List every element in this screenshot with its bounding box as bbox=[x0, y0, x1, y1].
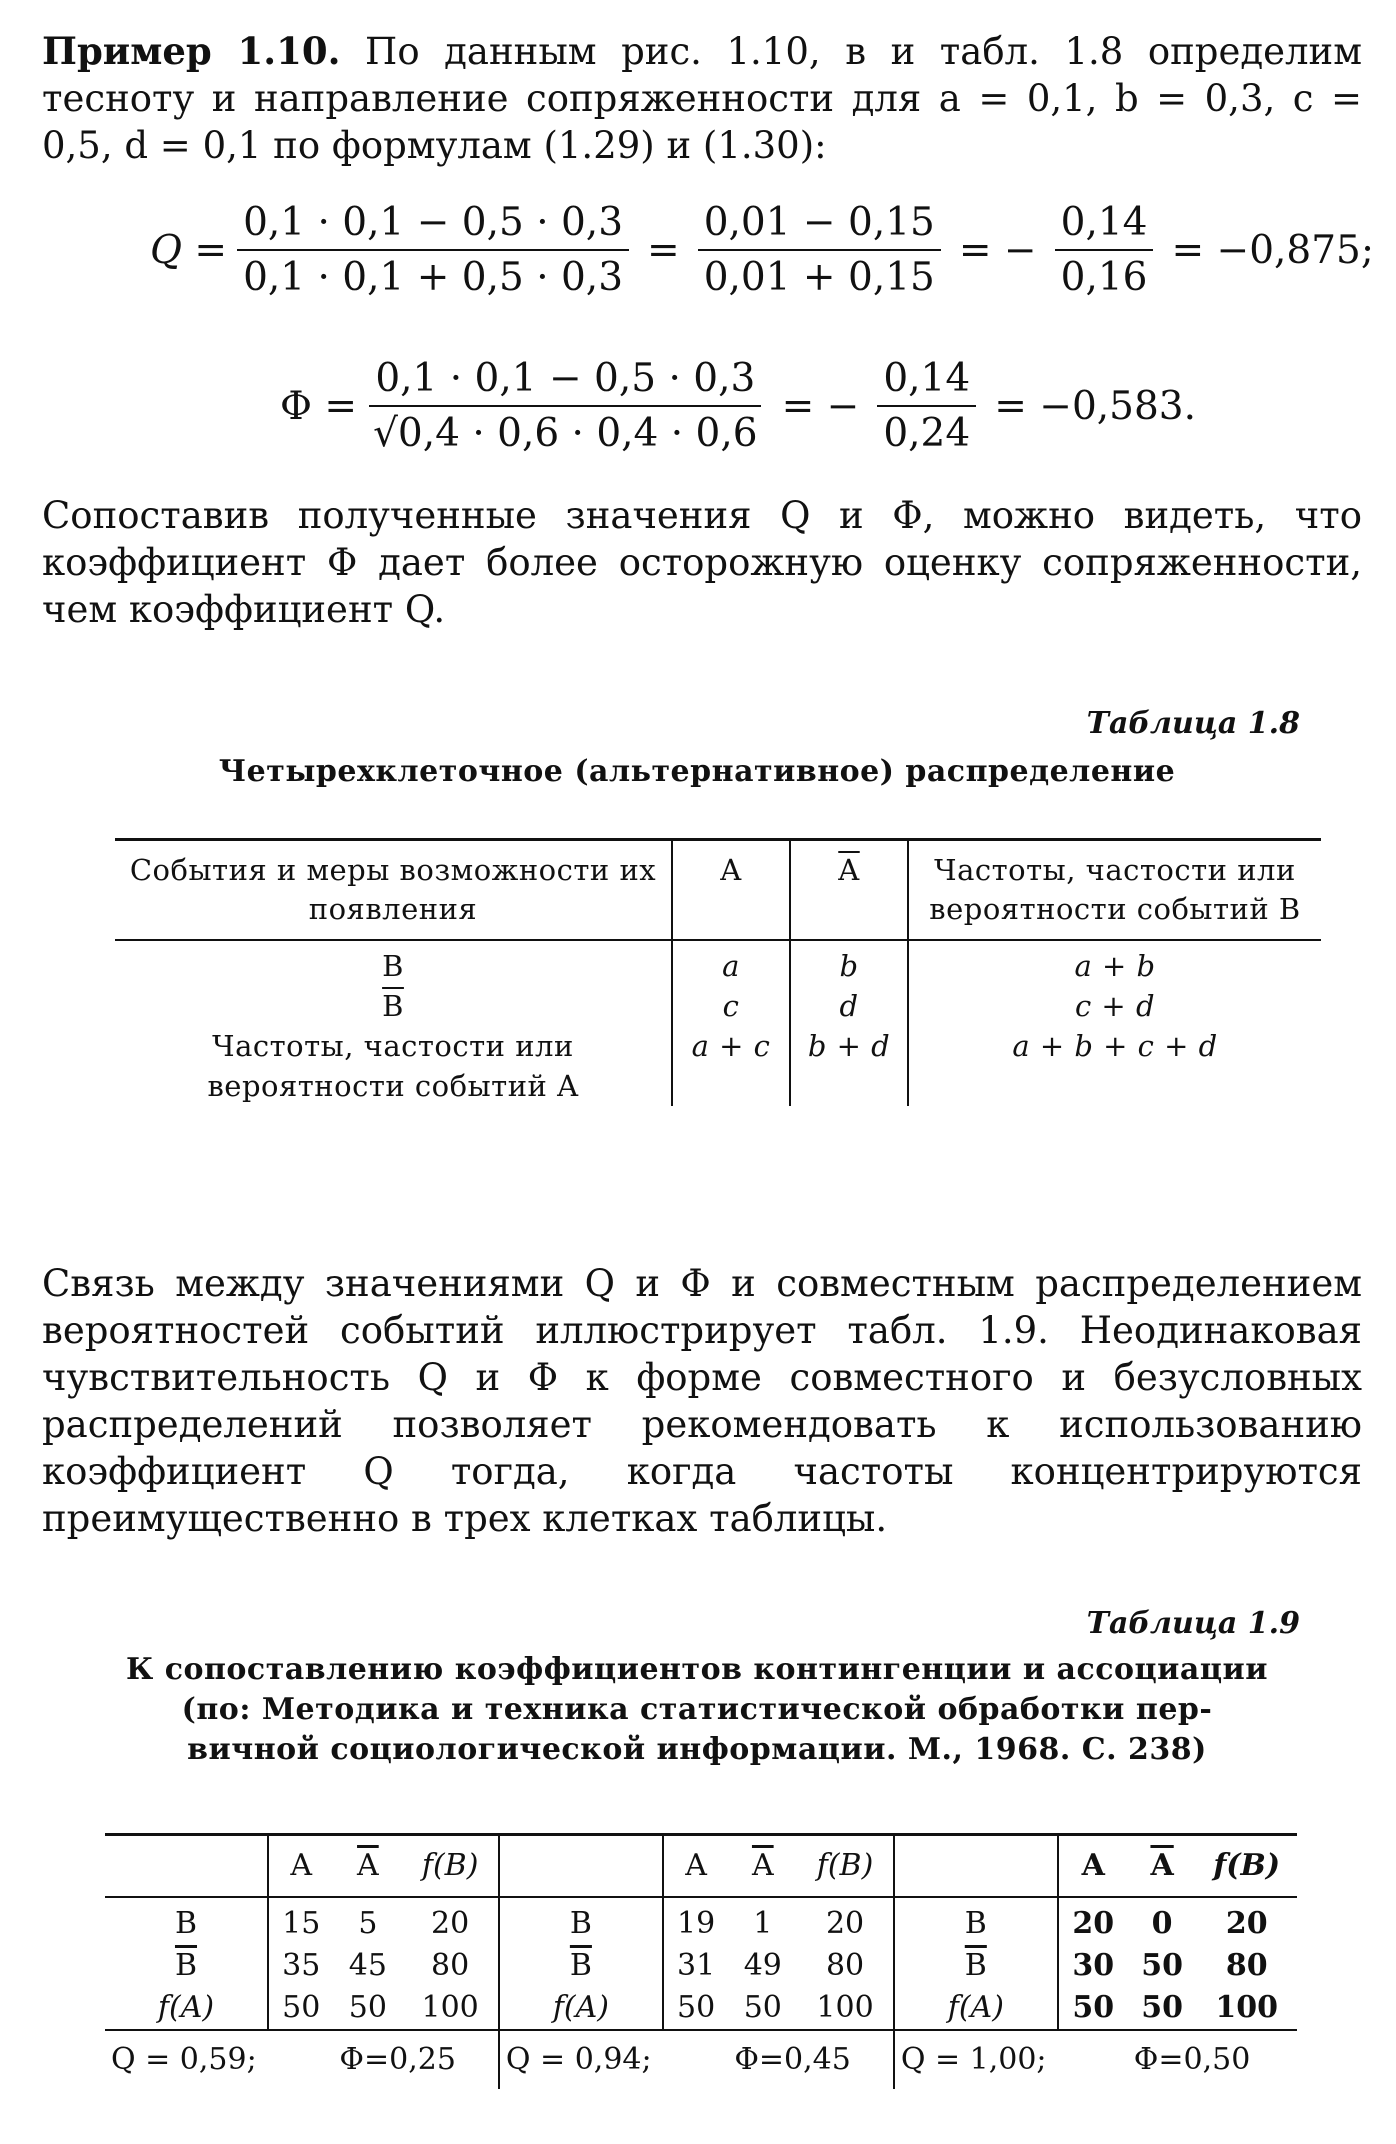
example-heading: Пример 1.10. bbox=[42, 29, 341, 73]
table19-title bbox=[42, 1650, 1352, 1770]
formula-phi-lhs: Φ = bbox=[280, 383, 358, 429]
table19-cell: 5 bbox=[358, 1906, 378, 1941]
table19-cell: 31 bbox=[663, 1945, 728, 1987]
table19-cell: 15 bbox=[268, 1903, 333, 1945]
formula-q-f3-numerator: 0,14 bbox=[1055, 200, 1154, 251]
table-row bbox=[115, 986, 1321, 1026]
table19-cell: 20 bbox=[825, 1906, 865, 1941]
table19-col-a: A bbox=[663, 1835, 728, 1898]
table19-col-not-a: $\overline{A}$ bbox=[1150, 1848, 1174, 1883]
table19-col-fb: f(B) bbox=[421, 1848, 479, 1883]
table18-title: Четырехклеточное (альтернативное) распределение bbox=[218, 754, 1176, 789]
table18-cell: a + c bbox=[672, 1026, 790, 1106]
table-row bbox=[105, 1903, 1297, 1945]
table18-header-a: A bbox=[672, 840, 790, 941]
table19-cell: 50 bbox=[1141, 1990, 1183, 2025]
table19-cell: 80 bbox=[1225, 1948, 1268, 1983]
table19-col-not-a: $\overline{A}$ bbox=[751, 1848, 774, 1883]
formula-q bbox=[150, 200, 1382, 300]
formula-phi-result: = −0,583. bbox=[994, 383, 1196, 429]
table19-cell: 50 bbox=[268, 1987, 333, 2030]
table19-row-label-fa: f(A) bbox=[499, 1987, 663, 2030]
formula-q-fraction-3 bbox=[1055, 200, 1154, 300]
table19-q-value: Q = 1,00; bbox=[894, 2030, 1128, 2089]
table19-cell: 49 bbox=[743, 1948, 782, 1983]
table19-cell: 19 bbox=[663, 1903, 728, 1945]
table19-row-label-not-b: $\overline{B}$ bbox=[499, 1945, 663, 1987]
table19 bbox=[105, 1833, 1297, 2089]
formula-phi-f1-denominator: √0,4 · 0,6 · 0,4 · 0,6 bbox=[373, 411, 758, 456]
table19-row-label-not-b: $\overline{B}$ bbox=[894, 1945, 1058, 1987]
table18-cell: a + b bbox=[908, 946, 1321, 986]
table19-row-label-not-b: $\overline{B}$ bbox=[174, 1948, 198, 1983]
table18 bbox=[115, 838, 1321, 1106]
formula-q-fraction-2 bbox=[698, 200, 941, 300]
table19-row-label-b: B bbox=[174, 1906, 198, 1941]
table19-cell: 50 bbox=[1141, 1948, 1183, 1983]
formula-phi-f2-numerator: 0,14 bbox=[877, 356, 976, 407]
formula-q-equals-1: = bbox=[647, 227, 680, 273]
table19-cell: 35 bbox=[268, 1945, 333, 1987]
table19-cell: 45 bbox=[348, 1948, 387, 1983]
table18-cell: b + d bbox=[790, 1026, 908, 1106]
table18-header-frequencies-b: Частоты, частости или вероятности событий B bbox=[908, 840, 1321, 941]
table19-cell: 20 bbox=[1225, 1906, 1268, 1941]
formula-phi-equals-1: = − bbox=[781, 383, 860, 429]
table19-cell: 30 bbox=[1058, 1945, 1128, 1987]
formula-q-f1-denominator: 0,1 · 0,1 + 0,5 · 0,3 bbox=[243, 255, 624, 300]
table19-cell: 50 bbox=[1058, 1987, 1128, 2030]
formula-phi-fraction-1 bbox=[367, 356, 764, 456]
table18-header-row bbox=[115, 840, 1321, 941]
formula-phi-f2-denominator: 0,24 bbox=[883, 411, 971, 456]
formula-q-f2-numerator: 0,01 − 0,15 bbox=[698, 200, 941, 251]
formula-q-lhs: Q = bbox=[150, 227, 228, 273]
table18-cell: a + b + c + d bbox=[908, 1026, 1321, 1106]
relation-paragraph: Связь между значениями Q и Φ и совместным распределением вероятностей событий иллюстрирует табл. 1.9. Неодинаковая чувствительность Q и Φ к форме совместного и безусловных распределений позволяет рекомендовать к использованию коэффициент Q тогда, когда частоты концентрируются преимущественно в трех клетках таблицы. bbox=[42, 1262, 1362, 1540]
table19-cell: 50 bbox=[348, 1990, 387, 2025]
table18-row-label-b: B bbox=[382, 949, 404, 983]
table19-q-value: Q = 0,59; bbox=[111, 2042, 257, 2077]
table18-cell: d bbox=[790, 986, 908, 1026]
table18-cell: c + d bbox=[908, 986, 1321, 1026]
compare-paragraph: Сопоставив полученные значения Q и Φ, можно видеть, что коэффициент Φ дает более осторожную оценку сопряженности, чем коэффициент Q. bbox=[42, 494, 1362, 631]
table19-title-line-1: К сопоставлению коэффициентов контингенции и ассоциации bbox=[125, 1652, 1269, 1687]
table-row bbox=[115, 946, 1321, 986]
formula-phi bbox=[280, 356, 1204, 456]
table18-row-label-not-b: $\overline{B}$ bbox=[382, 989, 404, 1023]
table18-row-label-frequencies-a: Частоты, частости или вероятности событий A bbox=[207, 1029, 579, 1103]
table19-phi-value: Φ=0,25 bbox=[339, 2042, 456, 2077]
table19-cell: 1 bbox=[753, 1906, 773, 1941]
table19-caption: Таблица 1.9 bbox=[1086, 1606, 1300, 1641]
formula-phi-f1-numerator: 0,1 · 0,1 − 0,5 · 0,3 bbox=[369, 356, 761, 407]
formula-q-f2-denominator: 0,01 + 0,15 bbox=[703, 255, 935, 300]
formula-q-equals-2: = − bbox=[958, 227, 1037, 273]
table19-phi-value: Φ=0,50 bbox=[1133, 2042, 1251, 2077]
table19-row-label-b: B bbox=[499, 1903, 663, 1945]
formula-q-f1-numerator: 0,1 · 0,1 − 0,5 · 0,3 bbox=[237, 200, 629, 251]
table19-col-a: A bbox=[1058, 1835, 1128, 1898]
table19-q-value: Q = 0,94; bbox=[499, 2030, 728, 2089]
table19-cell: 100 bbox=[1215, 1990, 1279, 2025]
table19-cell: 20 bbox=[431, 1906, 470, 1941]
table19-col-a: A bbox=[268, 1835, 333, 1898]
table19-cell: 50 bbox=[743, 1990, 782, 2025]
table18-cell: b bbox=[790, 946, 908, 986]
formula-q-fraction-1 bbox=[237, 200, 629, 300]
table18-cell: a bbox=[672, 946, 790, 986]
table19-row-label-fa: f(A) bbox=[157, 1990, 215, 2025]
table-row bbox=[105, 1987, 1297, 2030]
table19-cell: 80 bbox=[825, 1948, 865, 1983]
table19-row-label-fa: f(A) bbox=[894, 1987, 1058, 2030]
table19-col-fb: f(B) bbox=[1213, 1848, 1281, 1883]
table18-header-not-a: $\overline{A}$ bbox=[790, 840, 908, 941]
table19-footer-row bbox=[105, 2030, 1297, 2089]
table19-col-not-a: $\overline{A}$ bbox=[357, 1848, 379, 1883]
table19-cell: 100 bbox=[421, 1990, 479, 2025]
table19-col-fb: f(B) bbox=[816, 1848, 874, 1883]
table-row bbox=[115, 1026, 1321, 1106]
formula-q-result: = −0,875; bbox=[1171, 227, 1375, 273]
table19-row-label-b: B bbox=[894, 1903, 1058, 1945]
formula-q-f3-denominator: 0,16 bbox=[1060, 255, 1148, 300]
table18-caption: Таблица 1.8 bbox=[1086, 706, 1300, 741]
table19-title-line-2: (по: Методика и техника статистической обработки пер- bbox=[181, 1692, 1213, 1727]
table18-cell: c bbox=[672, 986, 790, 1026]
table-row bbox=[105, 1945, 1297, 1987]
table19-title-line-3: вичной социологической информации. М., 1968. С. 238) bbox=[187, 1732, 1207, 1767]
example-intro: По данным рис. 1.10, в и табл. 1.8 определим тесноту и направление сопряженности для a = 0,1, b = 0,3, c = 0,5, d = 0,1 по формулам (1.29) и (1.30): bbox=[42, 30, 1362, 167]
table19-phi-value: Φ=0,45 bbox=[734, 2042, 851, 2077]
table19-cell: 50 bbox=[663, 1987, 728, 2030]
table19-cell: 80 bbox=[431, 1948, 470, 1983]
table19-cell: 20 bbox=[1058, 1903, 1128, 1945]
example-paragraph bbox=[42, 28, 1362, 169]
table19-cell: 100 bbox=[816, 1990, 874, 2025]
table18-header-events: События и меры возможности их появления bbox=[129, 853, 657, 926]
table19-header-row bbox=[105, 1835, 1297, 1898]
formula-phi-fraction-2 bbox=[877, 356, 976, 456]
table19-cell: 0 bbox=[1151, 1906, 1173, 1941]
